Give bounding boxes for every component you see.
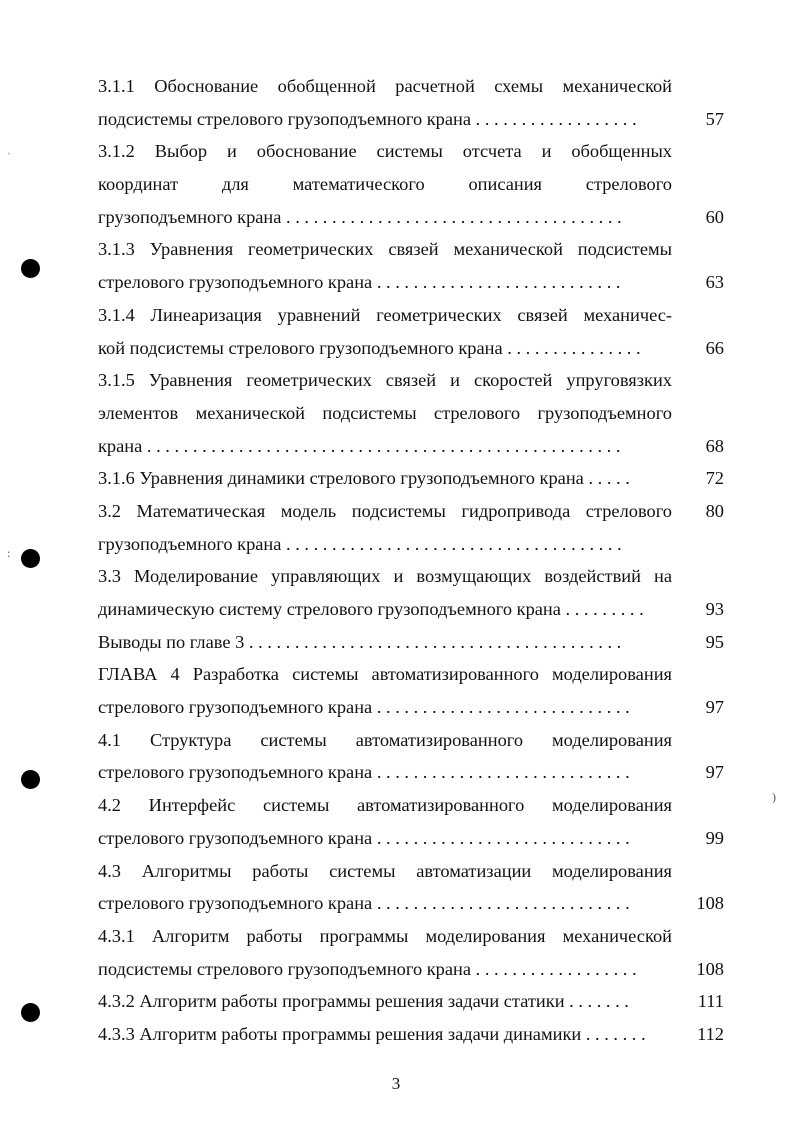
toc-entry-text: 3.1.5 Уравнения геометрических связей и скоростей упруговязких <box>98 370 672 391</box>
toc-entry[interactable] <box>98 1018 724 1051</box>
toc-entry[interactable] <box>98 560 724 625</box>
binding-hole <box>21 770 40 789</box>
toc-page-number: 99 <box>705 827 724 848</box>
toc-entry-text: ГЛАВА 4 Разработка системы автоматизированного моделирования <box>98 664 672 685</box>
toc-page-number: 97 <box>705 697 724 718</box>
toc-entry-text: стрелового грузоподъемного крана . . . . . . . . . . . . . . . . . . . . . . . . . . . . <box>98 827 630 848</box>
toc-entry-text: кой подсистемы стрелового грузоподъемного крана . . . . . . . . . . . . . . . <box>98 337 641 358</box>
toc-entry-text: стрелового грузоподъемного крана . . . . . . . . . . . . . . . . . . . . . . . . . . . . <box>98 762 630 783</box>
toc-page-number: 108 <box>696 893 724 914</box>
toc-entry-text: стрелового грузоподъемного крана . . . . . . . . . . . . . . . . . . . . . . . . . . . . <box>98 893 630 914</box>
toc-entry[interactable] <box>98 495 724 560</box>
toc-entry-text: грузоподъемного крана . . . . . . . . . . . . . . . . . . . . . . . . . . . . . . . . . . . . . <box>98 206 622 227</box>
toc-entry-text: стрелового грузоподъемного крана . . . . . . . . . . . . . . . . . . . . . . . . . . . <box>98 272 621 293</box>
toc-page-number: 111 <box>697 991 724 1012</box>
toc-page-number: 57 <box>705 108 724 129</box>
toc-entry[interactable] <box>98 920 724 985</box>
toc-page-number: 66 <box>705 337 724 358</box>
toc-entry[interactable] <box>98 135 724 233</box>
toc-entry-text: подсистемы стрелового грузоподъемного крана . . . . . . . . . . . . . . . . . . <box>98 108 637 129</box>
table-of-contents <box>98 70 724 1051</box>
toc-entry[interactable] <box>98 724 724 789</box>
binding-hole <box>21 259 40 278</box>
toc-entry-text: 3.2 Математическая модель подсистемы гидропривода стрелового <box>98 500 672 521</box>
toc-entry[interactable] <box>98 233 724 298</box>
toc-page-number: 93 <box>705 599 724 619</box>
toc-entry-text: 4.3.3 Алгоритм работы программы решения задачи динамики . . . . . . . <box>98 1023 646 1044</box>
toc-page-number: 63 <box>705 272 724 293</box>
toc-entry-text: Выводы по главе 3 . . . . . . . . . . . . . . . . . . . . . . . . . . . . . . . . . . . . . . . . . <box>98 631 622 652</box>
toc-entry-text: 4.2 Интерфейс системы автоматизированного моделирования <box>98 795 672 816</box>
scan-mark: : <box>7 546 11 560</box>
scan-mark: ) <box>772 790 776 804</box>
toc-entry[interactable] <box>98 985 724 1018</box>
toc-entry[interactable] <box>98 364 724 462</box>
toc-entry-text: крана . . . . . . . . . . . . . . . . . . . . . . . . . . . . . . . . . . . . . . . . . . . . . . . . . . . . <box>98 435 621 456</box>
toc-page-number: 60 <box>705 206 724 227</box>
toc-page-number: 97 <box>705 762 724 783</box>
toc-page-number: 108 <box>696 958 724 979</box>
toc-entry-text: подсистемы стрелового грузоподъемного крана . . . . . . . . . . . . . . . . . . <box>98 958 637 979</box>
toc-entry-text: 3.1.3 Уравнения геометрических связей механической подсистемы <box>98 239 672 260</box>
toc-entry[interactable] <box>98 299 724 364</box>
toc-entry-text: стрелового грузоподъемного крана . . . . . . . . . . . . . . . . . . . . . . . . . . . . <box>98 697 630 718</box>
toc-entry-text: координат для математического описания стрелового <box>98 174 672 195</box>
toc-entry-text: 4.1 Структура системы автоматизированного моделирования <box>98 729 672 750</box>
toc-entry-text: 3.3 Моделирование управляющих и возмущающих воздействий на <box>98 566 672 587</box>
toc-page-number: 72 <box>705 468 724 489</box>
binding-hole <box>21 1003 40 1022</box>
toc-entry-text: 4.3.2 Алгоритм работы программы решения задачи статики . . . . . . . <box>98 991 629 1012</box>
toc-entry-text: 4.3.1 Алгоритм работы программы моделирования механической <box>98 925 672 946</box>
toc-entry-text: 3.1.6 Уравнения динамики стрелового грузоподъемного крана . . . . . <box>98 468 630 489</box>
toc-page-number: 95 <box>705 631 724 652</box>
toc-entry[interactable] <box>98 789 724 854</box>
toc-entry-text: 3.1.4 Линеаризация уравнений геометрических связей механичес- <box>98 304 672 325</box>
scan-mark: ˈ <box>7 150 11 164</box>
toc-entry[interactable] <box>98 462 724 495</box>
toc-entry-text: элементов механической подсистемы стрелового грузоподъемного <box>98 402 672 423</box>
toc-entry[interactable] <box>98 658 724 723</box>
toc-page-number: 80 <box>705 500 724 521</box>
toc-entry-text: грузоподъемного крана . . . . . . . . . . . . . . . . . . . . . . . . . . . . . . . . . . . . . <box>98 533 622 554</box>
toc-entry-text: динамическую систему стрелового грузоподъемного крана . . . . . . . . . <box>98 599 644 619</box>
toc-entry[interactable] <box>98 70 724 135</box>
toc-entry[interactable] <box>98 855 724 920</box>
toc-page-number: 68 <box>705 435 724 456</box>
toc-entry[interactable] <box>98 626 724 659</box>
toc-entry-text: 3.1.2 Выбор и обоснование системы отсчета и обобщенных <box>98 141 672 162</box>
binding-hole <box>21 549 40 568</box>
toc-entry-text: 4.3 Алгоритмы работы системы автоматизации моделирования <box>98 860 672 881</box>
toc-page-number: 112 <box>697 1023 724 1044</box>
page-number: 3 <box>391 1074 401 1093</box>
toc-entry-text: 3.1.1 Обоснование обобщенной расчетной схемы механической <box>98 76 672 96</box>
